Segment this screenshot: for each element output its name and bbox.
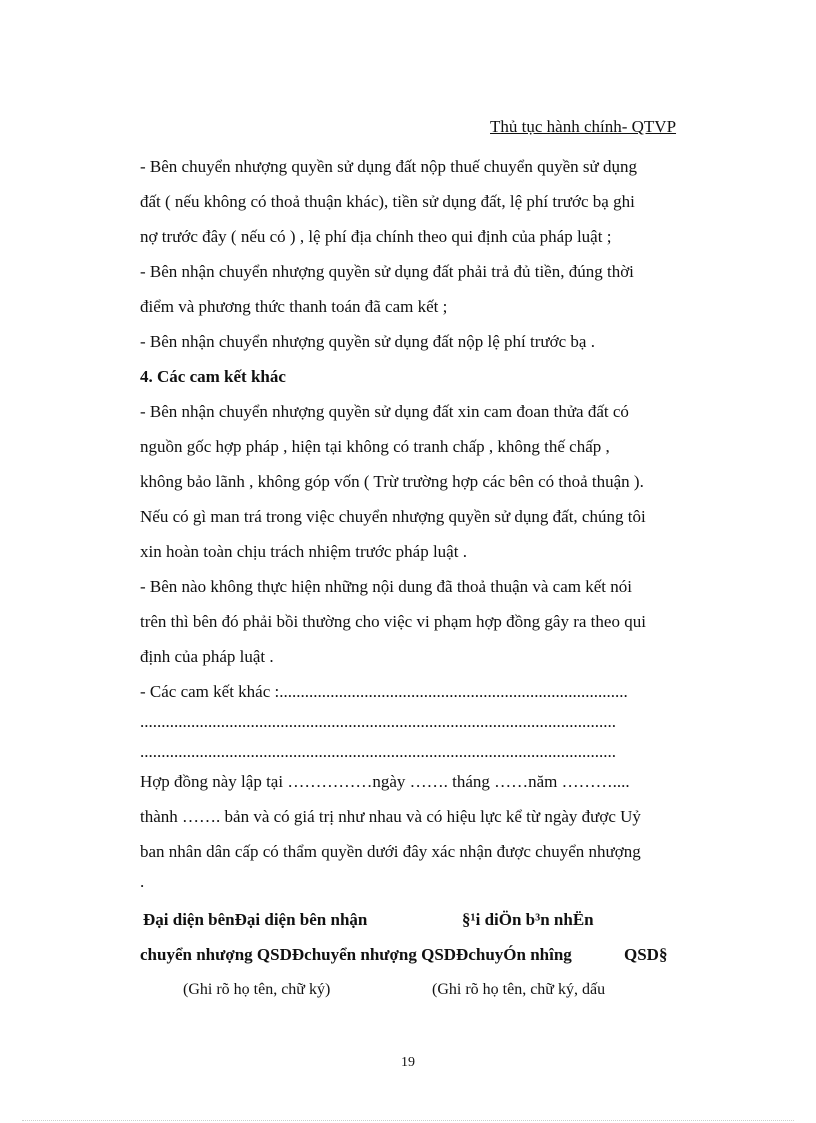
body-line: không bảo lãnh , không góp vốn ( Trừ trường hợp các bên có thoả thuận ).	[140, 472, 644, 491]
body-line: Hợp đồng này lập tại ……………ngày ……. tháng ……năm ………....	[140, 772, 630, 791]
signature-heading-left: Đại diện bênĐại diện bên nhận	[143, 910, 368, 929]
body-line: .	[140, 872, 145, 891]
signature-heading-right: §¹i diÖn b³n nhËn	[462, 910, 594, 929]
body-line: ban nhân dân cấp có thẩm quyền dưới đây xác nhận được chuyển nhượng	[140, 842, 641, 861]
body-line: Nếu có gì man trá trong việc chuyển nhượng quyền sử dụng đất, chúng tôi	[140, 507, 646, 526]
body-line: thành ……. bản và có giá trị như nhau và có hiệu lực kể từ ngày được Uỷ	[140, 807, 641, 826]
body-line: - Bên nhận chuyển nhượng quyền sử dụng đất xin cam đoan thửa đất có	[140, 402, 629, 421]
body-line: trên thì bên đó phải bồi thường cho việc vi phạm hợp đồng gây ra theo qui	[140, 612, 646, 631]
section-heading: 4. Các cam kết khác	[140, 367, 286, 386]
body-line: nợ trước đây ( nếu có ) , lệ phí địa chính theo qui định của pháp luật ;	[140, 227, 612, 246]
body-line: định của pháp luật .	[140, 647, 274, 666]
body-line: - Bên chuyển nhượng quyền sử dụng đất nộp thuế chuyển quyền sử dụng	[140, 157, 637, 176]
body-line: - Bên nhận chuyển nhượng quyền sử dụng đất phải trả đủ tiền, đúng thời	[140, 262, 634, 281]
page-bottom-border	[22, 1120, 794, 1121]
signature-note-left: (Ghi rõ họ tên, chữ ký)	[183, 981, 331, 998]
body-line: xin hoàn toàn chịu trách nhiệm trước pháp luật .	[140, 542, 467, 561]
dotted-fill-line: ................................................................................................................	[140, 712, 616, 731]
body-line: đất ( nếu không có thoả thuận khác), tiền sử dụng đất, lệ phí trước bạ ghi	[140, 192, 635, 211]
page-header: Thủ tục hành chính- QTVP	[490, 117, 677, 136]
body-line: điểm và phương thức thanh toán đã cam kết ;	[140, 297, 448, 316]
signature-note-right: (Ghi rõ họ tên, chữ ký, dấu	[432, 981, 606, 998]
page-number: 19	[401, 1055, 415, 1070]
signature-subheading-left: chuyển nhượng QSDĐchuyển nhượng QSDĐchuyÓn nhîng	[140, 945, 572, 964]
signature-subheading-right: QSD§	[624, 945, 668, 964]
dotted-fill-line: - Các cam kết khác :..................................................................................	[140, 682, 628, 701]
dotted-fill-line: ................................................................................................................	[140, 742, 616, 761]
body-line: - Bên nhận chuyển nhượng quyền sử dụng đất nộp lệ phí trước bạ .	[140, 332, 595, 351]
body-line: - Bên nào không thực hiện những nội dung đã thoả thuận và cam kết nói	[140, 577, 632, 596]
body-line: nguồn gốc hợp pháp , hiện tại không có tranh chấp , không thế chấp ,	[140, 437, 610, 456]
